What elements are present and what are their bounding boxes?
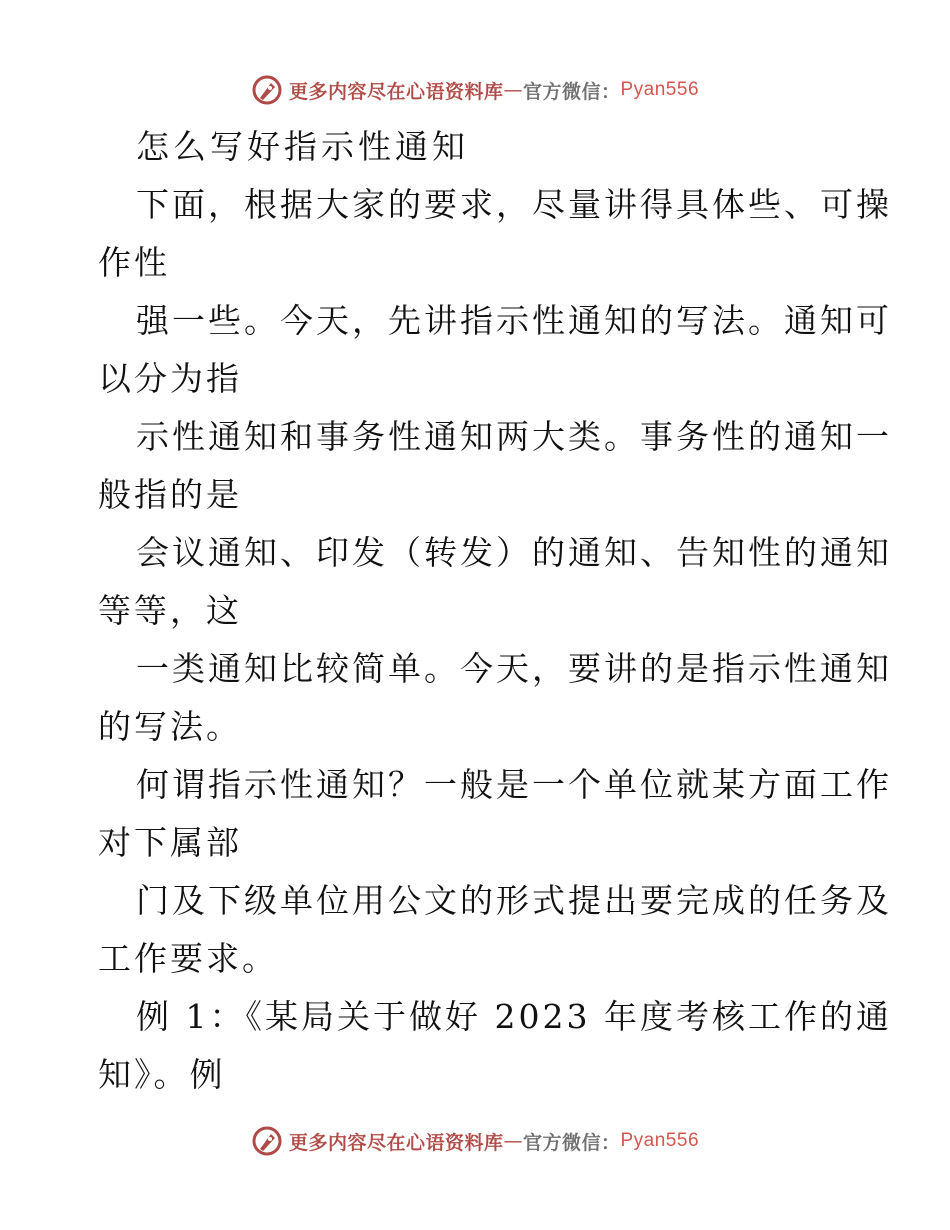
watermark-wechat-label: 官方微信： bbox=[522, 1131, 621, 1154]
paragraph-line: 何谓指示性通知？一般是一个单位就某方面工作 bbox=[136, 765, 892, 804]
watermark-dash: — bbox=[503, 1130, 523, 1152]
paragraph-line: 以分为指 bbox=[98, 359, 242, 398]
paragraph-line: 等等，这 bbox=[98, 591, 242, 630]
paragraph-line: 作性 bbox=[98, 243, 170, 282]
paragraph-line: 一类通知比较简单。今天，要讲的是指示性通知 bbox=[136, 649, 892, 688]
paragraph-line: 强一些。今天，先讲指示性通知的写法。通知可 bbox=[136, 301, 892, 340]
watermark-dash: — bbox=[503, 79, 523, 101]
paragraph-line: 门及下级单位用公文的形式提出要完成的任务及 bbox=[136, 881, 892, 920]
paragraph-line: 例 1：《某局关于做好 2023 年度考核工作的通 bbox=[136, 997, 892, 1036]
header-watermark bbox=[0, 70, 950, 110]
document-body bbox=[98, 118, 892, 1104]
watermark-wechat-handle: Pyan556 bbox=[620, 79, 700, 100]
watermark-wechat-label: 官方微信： bbox=[522, 80, 621, 103]
watermark-wechat-handle: Pyan556 bbox=[620, 1130, 700, 1151]
watermark-main-text: 更多内容尽在心语资料库 bbox=[288, 1131, 504, 1154]
footer-watermark bbox=[0, 1121, 950, 1161]
paragraph-line: 示性通知和事务性通知两大类。事务性的通知一 bbox=[136, 417, 892, 456]
pen-nib-logo-icon bbox=[251, 74, 283, 106]
paragraph-line: 会议通知、印发（转发）的通知、告知性的通知 bbox=[136, 533, 892, 572]
paragraph-line: 工作要求。 bbox=[98, 939, 278, 978]
document-title: 怎么写好指示性通知 bbox=[136, 127, 469, 166]
watermark-main-text: 更多内容尽在心语资料库 bbox=[288, 80, 504, 103]
paragraph-line: 的写法。 bbox=[98, 707, 242, 746]
paragraph-line: 知》。例 bbox=[98, 1055, 226, 1094]
paragraph-line: 下面，根据大家的要求，尽量讲得具体些、可操 bbox=[136, 185, 892, 224]
pen-nib-logo-icon bbox=[251, 1125, 283, 1157]
paragraph-line: 对下属部 bbox=[98, 823, 242, 862]
paragraph-line: 般指的是 bbox=[98, 475, 242, 514]
